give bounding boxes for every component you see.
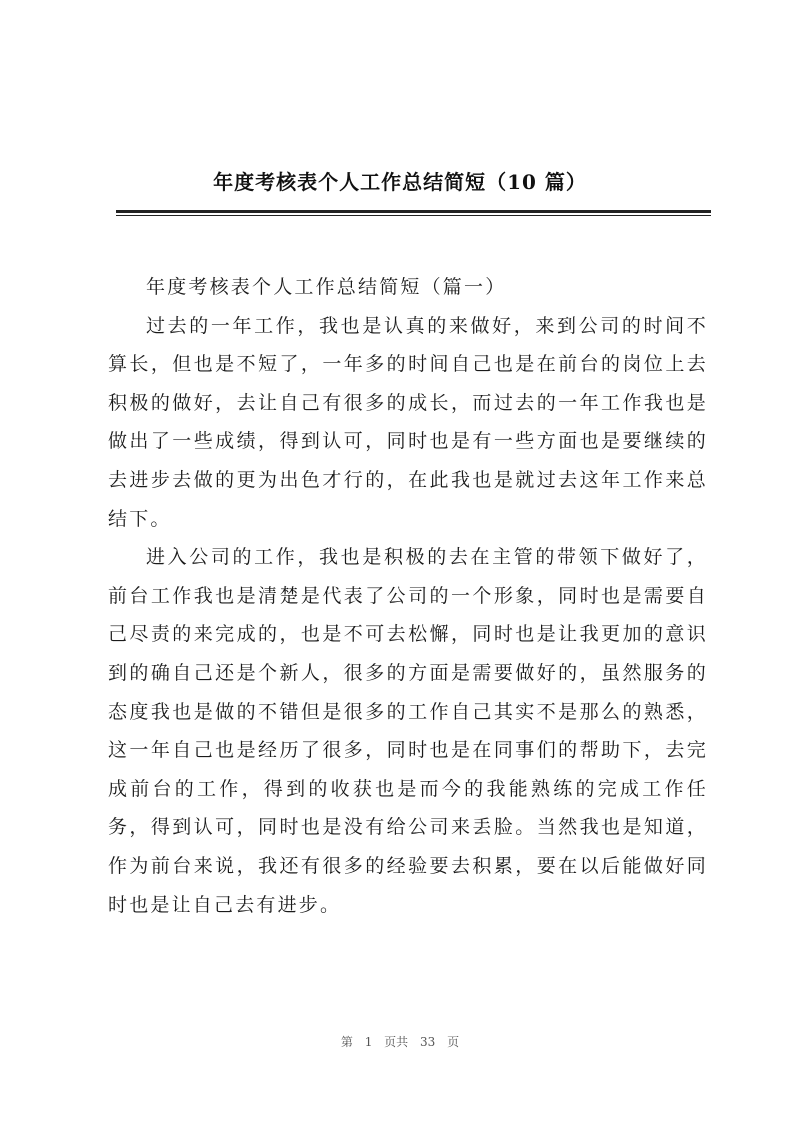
paragraph-2: 进入公司的工作，我也是积极的去在主管的带领下做好了，前台工作我也是清楚是代表了公司的一个形象，同时也是需要自己尽责的来完成的，也是不可去松懈，同时也是让我更加的意识到的确自己还是个新人，很多的方面是需要做好的，虽然服务的态度我也是做的不错但是很多的工作自己其实不是那么的熟悉，这一年自己也是经历了很多，同时也是在同事们的帮助下，去完成前台的工作，得到的收获也是而今的我能熟练的完成工作任务，得到认可，同时也是没有给公司来丢脸。当然我也是知道，作为前台来说，我还有很多的经验要去积累，要在以后能做好同时也是让自己去有进步。 bbox=[108, 546, 708, 916]
document-body bbox=[108, 268, 708, 924]
title-underline bbox=[116, 210, 711, 213]
section-heading: 年度考核表个人工作总结简短（篇一） bbox=[146, 276, 507, 298]
page-title: 年度考核表个人工作总结简短（10 篇） bbox=[213, 170, 587, 194]
paragraph-1: 过去的一年工作，我也是认真的来做好，来到公司的时间不算长，但也是不短了，一年多的时间自己也是在前台的岗位上去积极的做好，去让自己有很多的成长，而过去的一年工作我也是做出了一些成绩，得到认可，同时也是有一些方面也是要继续的去进步去做的更为出色才行的，在此我也是就过去这年工作来总结下。 bbox=[108, 314, 708, 530]
title-underline-thin bbox=[116, 215, 711, 216]
page-number-footer: 第 1 页共 33 页 bbox=[340, 1035, 460, 1049]
